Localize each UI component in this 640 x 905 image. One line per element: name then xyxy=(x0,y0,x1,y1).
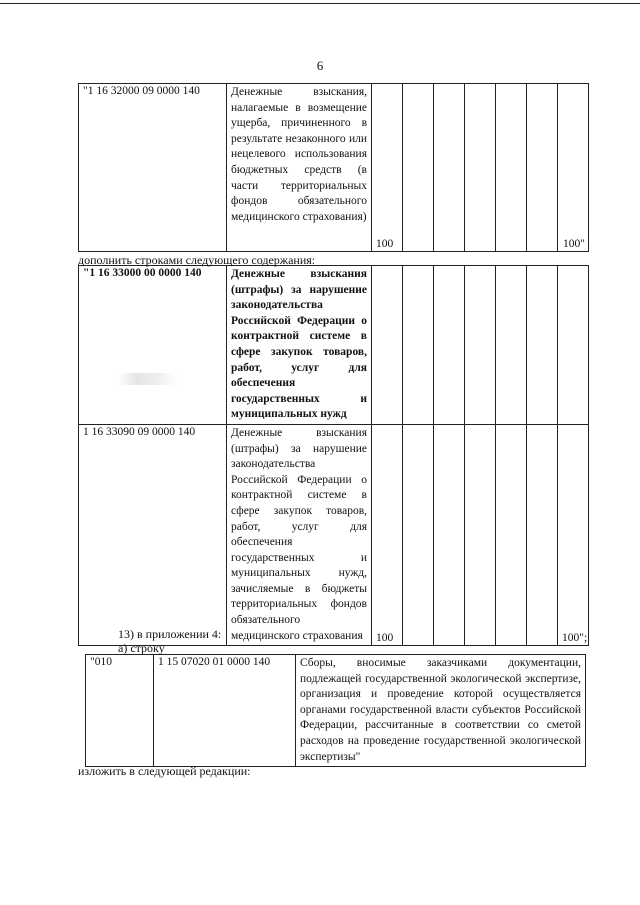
empty-cell xyxy=(403,424,434,645)
table-row xyxy=(79,424,589,645)
empty-cell xyxy=(496,424,527,645)
percent-value: 100 xyxy=(372,84,403,252)
percent-value: 100"; xyxy=(558,424,589,645)
income-description: Денежные взыскания (штрафы) за нарушение законодательства Российской Федерации о контрактной системе в сфере закупок товаров, работ, услуг для обеспечения государственных и муниципальных нужд xyxy=(227,266,372,425)
table-row xyxy=(79,84,589,252)
kbk-code: 1 16 33090 09 0000 140 xyxy=(79,424,227,645)
table-norms-1 xyxy=(78,83,589,252)
table-norms-2 xyxy=(78,265,589,646)
instruction-add-rows: дополнить строками следующего содержания: xyxy=(78,253,316,267)
empty-cell xyxy=(465,266,496,425)
page-top-rule xyxy=(0,3,640,4)
empty-cell xyxy=(496,266,527,425)
percent-value: 100 xyxy=(372,424,403,645)
percent-value xyxy=(558,266,589,425)
empty-cell xyxy=(465,84,496,252)
item-13: 13) в приложении 4: xyxy=(118,627,222,641)
empty-cell xyxy=(465,424,496,645)
empty-cell xyxy=(527,266,558,425)
empty-cell xyxy=(434,84,465,252)
table-row xyxy=(86,655,586,767)
kbk-code: "1 16 32000 09 0000 140 xyxy=(79,84,227,252)
empty-cell xyxy=(403,84,434,252)
percent-value xyxy=(372,266,403,425)
empty-cell xyxy=(434,424,465,645)
page-number: 6 xyxy=(316,58,324,73)
empty-cell xyxy=(527,424,558,645)
item-a: а) строку xyxy=(118,641,165,655)
empty-cell xyxy=(527,84,558,252)
income-description: Денежные взыскания (штрафы) за нарушение законодательства Российской Федерации о контрактной системе в сфере закупок товаров, работ, услуг для обеспечения государственных и муниципальных нужд, зачисляемые в бюджеты территориальных фондов обязательного медицинского страхования xyxy=(227,424,372,645)
footer-instruction: изложить в следующей редакции: xyxy=(78,764,251,778)
admin-code: "010 xyxy=(86,655,154,767)
empty-cell xyxy=(496,84,527,252)
table-annex-4 xyxy=(85,654,586,767)
empty-cell xyxy=(403,266,434,425)
income-description: Денежные взыскания, налагаемые в возмещение ущерба, причиненного в результате незаконного или нецелевого использования бюджетных средств (в части территориальных фондов обязательного медицинского страхования) xyxy=(227,84,372,252)
table-row xyxy=(79,266,589,425)
scan-smudge xyxy=(118,373,178,385)
percent-value: 100" xyxy=(558,84,589,252)
kbk-code: 1 15 07020 01 0000 140 xyxy=(154,655,296,767)
income-description: Сборы, вносимые заказчиками документации, подлежащей государственной экологической экспертизе, организация и проведение которой осуществляется органами государственной власти субъектов Российской Федерации, рассчитанные в соответствии со сметой расходов на проведение государственной экологической экспертизы" xyxy=(296,655,586,767)
kbk-code: "1 16 33000 00 0000 140 xyxy=(79,266,227,425)
empty-cell xyxy=(434,266,465,425)
